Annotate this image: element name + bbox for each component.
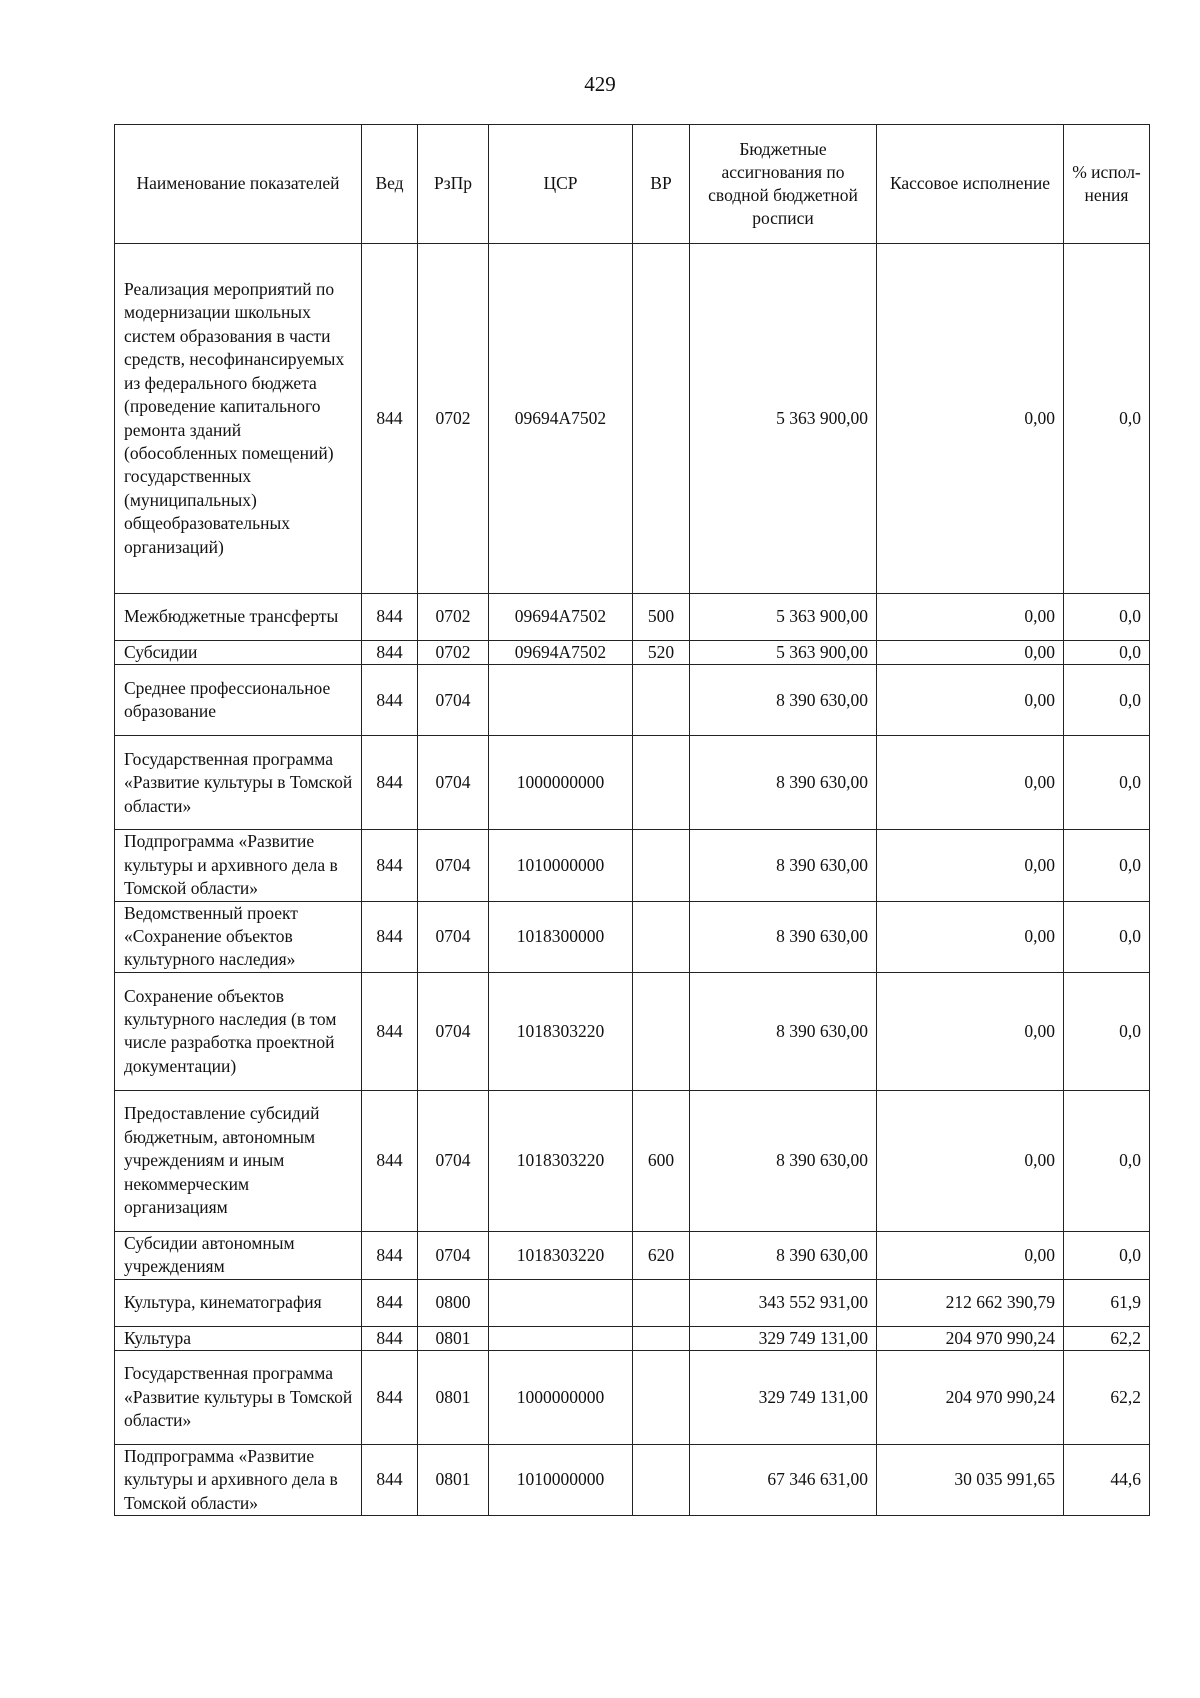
cell-name: Государственная программа «Развитие культуры в Томской области» <box>115 736 362 830</box>
cell-ved: 844 <box>362 1090 418 1231</box>
cell-percent: 0,0 <box>1064 244 1150 594</box>
cell-rzpr: 0704 <box>418 1231 489 1279</box>
cell-budget: 5 363 900,00 <box>690 594 877 641</box>
header-rzpr: РзПр <box>418 125 489 244</box>
cell-csr: 1010000000 <box>489 830 633 901</box>
cell-budget: 67 346 631,00 <box>690 1445 877 1516</box>
table-header-row <box>115 125 1150 244</box>
header-percent: % испол-нения <box>1064 125 1150 244</box>
cell-vr: 620 <box>633 1231 690 1279</box>
cell-name: Культура, кинематография <box>115 1279 362 1326</box>
cell-csr: 1018303220 <box>489 1090 633 1231</box>
cell-percent: 0,0 <box>1064 1231 1150 1279</box>
cell-name: Субсидии <box>115 641 362 665</box>
budget-execution-table <box>114 124 1150 1516</box>
cell-name: Межбюджетные трансферты <box>115 594 362 641</box>
cell-ved: 844 <box>362 736 418 830</box>
table-row <box>115 1445 1150 1516</box>
cell-cash: 0,00 <box>877 1090 1064 1231</box>
cell-percent: 0,0 <box>1064 901 1150 972</box>
cell-name: Государственная программа «Развитие культуры в Томской области» <box>115 1351 362 1445</box>
cell-vr <box>633 665 690 736</box>
cell-ved: 844 <box>362 594 418 641</box>
cell-rzpr: 0801 <box>418 1351 489 1445</box>
cell-budget: 8 390 630,00 <box>690 1090 877 1231</box>
cell-cash: 30 035 991,65 <box>877 1445 1064 1516</box>
cell-percent: 0,0 <box>1064 665 1150 736</box>
cell-budget: 8 390 630,00 <box>690 665 877 736</box>
table-row <box>115 972 1150 1090</box>
cell-name: Предоставление субсидий бюджетным, автономным учреждениям и иным некоммерческим организациям <box>115 1090 362 1231</box>
cell-budget: 343 552 931,00 <box>690 1279 877 1326</box>
cell-budget: 329 749 131,00 <box>690 1326 877 1350</box>
cell-rzpr: 0704 <box>418 665 489 736</box>
cell-cash: 0,00 <box>877 830 1064 901</box>
cell-ved: 844 <box>362 901 418 972</box>
header-budget: Бюджетные ассигнования по сводной бюджетной росписи <box>690 125 877 244</box>
header-cash: Кассовое исполнение <box>877 125 1064 244</box>
cell-ved: 844 <box>362 665 418 736</box>
cell-percent: 44,6 <box>1064 1445 1150 1516</box>
cell-percent: 0,0 <box>1064 736 1150 830</box>
cell-csr <box>489 1326 633 1350</box>
cell-csr: 1018300000 <box>489 901 633 972</box>
cell-cash: 0,00 <box>877 594 1064 641</box>
cell-budget: 8 390 630,00 <box>690 830 877 901</box>
cell-budget: 8 390 630,00 <box>690 736 877 830</box>
cell-ved: 844 <box>362 972 418 1090</box>
cell-csr: 1010000000 <box>489 1445 633 1516</box>
cell-vr <box>633 830 690 901</box>
cell-ved: 844 <box>362 1326 418 1350</box>
page-number: 429 <box>584 72 616 96</box>
cell-percent: 0,0 <box>1064 1090 1150 1231</box>
cell-csr: 09694A7502 <box>489 594 633 641</box>
cell-ved: 844 <box>362 244 418 594</box>
cell-name: Среднее профессиональное образование <box>115 665 362 736</box>
cell-name: Ведомственный проект «Сохранение объектов культурного наследия» <box>115 901 362 972</box>
cell-cash: 204 970 990,24 <box>877 1351 1064 1445</box>
cell-name: Подпрограмма «Развитие культуры и архивного дела в Томской области» <box>115 830 362 901</box>
cell-vr <box>633 736 690 830</box>
cell-vr <box>633 1279 690 1326</box>
cell-rzpr: 0702 <box>418 641 489 665</box>
cell-rzpr: 0801 <box>418 1445 489 1516</box>
cell-percent: 61,9 <box>1064 1279 1150 1326</box>
header-ved: Вед <box>362 125 418 244</box>
table-row <box>115 641 1150 665</box>
cell-vr: 600 <box>633 1090 690 1231</box>
cell-rzpr: 0704 <box>418 972 489 1090</box>
cell-csr: 09694A7502 <box>489 641 633 665</box>
cell-rzpr: 0702 <box>418 594 489 641</box>
table-row <box>115 830 1150 901</box>
cell-csr: 1000000000 <box>489 736 633 830</box>
cell-ved: 844 <box>362 830 418 901</box>
cell-cash: 0,00 <box>877 641 1064 665</box>
cell-csr: 1000000000 <box>489 1351 633 1445</box>
cell-percent: 0,0 <box>1064 594 1150 641</box>
cell-vr <box>633 1326 690 1350</box>
cell-budget: 8 390 630,00 <box>690 901 877 972</box>
cell-ved: 844 <box>362 1231 418 1279</box>
table-row <box>115 594 1150 641</box>
cell-rzpr: 0800 <box>418 1279 489 1326</box>
cell-budget: 329 749 131,00 <box>690 1351 877 1445</box>
cell-cash: 204 970 990,24 <box>877 1326 1064 1350</box>
cell-vr <box>633 1351 690 1445</box>
cell-rzpr: 0704 <box>418 901 489 972</box>
cell-budget: 8 390 630,00 <box>690 1231 877 1279</box>
cell-vr <box>633 901 690 972</box>
cell-budget: 5 363 900,00 <box>690 244 877 594</box>
table-row <box>115 244 1150 594</box>
cell-cash: 0,00 <box>877 665 1064 736</box>
cell-name: Реализация мероприятий по модернизации школьных систем образования в части средств, несофинансируемых из федерального бюджета (проведение капитального ремонта зданий (обособленных помещений) государственных (муниципальных) общеобразовательных организаций) <box>115 244 362 594</box>
cell-vr <box>633 972 690 1090</box>
cell-csr <box>489 665 633 736</box>
table-row <box>115 1326 1150 1350</box>
cell-rzpr: 0704 <box>418 830 489 901</box>
table-row <box>115 1090 1150 1231</box>
cell-rzpr: 0704 <box>418 736 489 830</box>
cell-name: Культура <box>115 1326 362 1350</box>
cell-percent: 0,0 <box>1064 641 1150 665</box>
table-row <box>115 665 1150 736</box>
cell-name: Подпрограмма «Развитие культуры и архивного дела в Томской области» <box>115 1445 362 1516</box>
cell-cash: 0,00 <box>877 736 1064 830</box>
cell-ved: 844 <box>362 1445 418 1516</box>
cell-csr: 09694A7502 <box>489 244 633 594</box>
header-csr: ЦСР <box>489 125 633 244</box>
cell-vr: 520 <box>633 641 690 665</box>
cell-vr: 500 <box>633 594 690 641</box>
cell-rzpr: 0704 <box>418 1090 489 1231</box>
cell-csr <box>489 1279 633 1326</box>
table-row <box>115 1231 1150 1279</box>
cell-vr <box>633 1445 690 1516</box>
table-row <box>115 901 1150 972</box>
cell-percent: 62,2 <box>1064 1326 1150 1350</box>
cell-percent: 0,0 <box>1064 972 1150 1090</box>
cell-ved: 844 <box>362 1351 418 1445</box>
header-name: Наименование показателей <box>115 125 362 244</box>
cell-ved: 844 <box>362 641 418 665</box>
cell-name: Субсидии автономным учреждениям <box>115 1231 362 1279</box>
cell-ved: 844 <box>362 1279 418 1326</box>
cell-percent: 62,2 <box>1064 1351 1150 1445</box>
cell-cash: 0,00 <box>877 901 1064 972</box>
cell-vr <box>633 244 690 594</box>
cell-percent: 0,0 <box>1064 830 1150 901</box>
cell-name: Сохранение объектов культурного наследия (в том числе разработка проектной документации) <box>115 972 362 1090</box>
cell-cash: 0,00 <box>877 972 1064 1090</box>
cell-csr: 1018303220 <box>489 972 633 1090</box>
cell-cash: 212 662 390,79 <box>877 1279 1064 1326</box>
table-row <box>115 1351 1150 1445</box>
cell-rzpr: 0801 <box>418 1326 489 1350</box>
cell-cash: 0,00 <box>877 244 1064 594</box>
cell-csr: 1018303220 <box>489 1231 633 1279</box>
header-vr: ВР <box>633 125 690 244</box>
cell-rzpr: 0702 <box>418 244 489 594</box>
cell-cash: 0,00 <box>877 1231 1064 1279</box>
table-row <box>115 1279 1150 1326</box>
table-row <box>115 736 1150 830</box>
cell-budget: 8 390 630,00 <box>690 972 877 1090</box>
cell-budget: 5 363 900,00 <box>690 641 877 665</box>
